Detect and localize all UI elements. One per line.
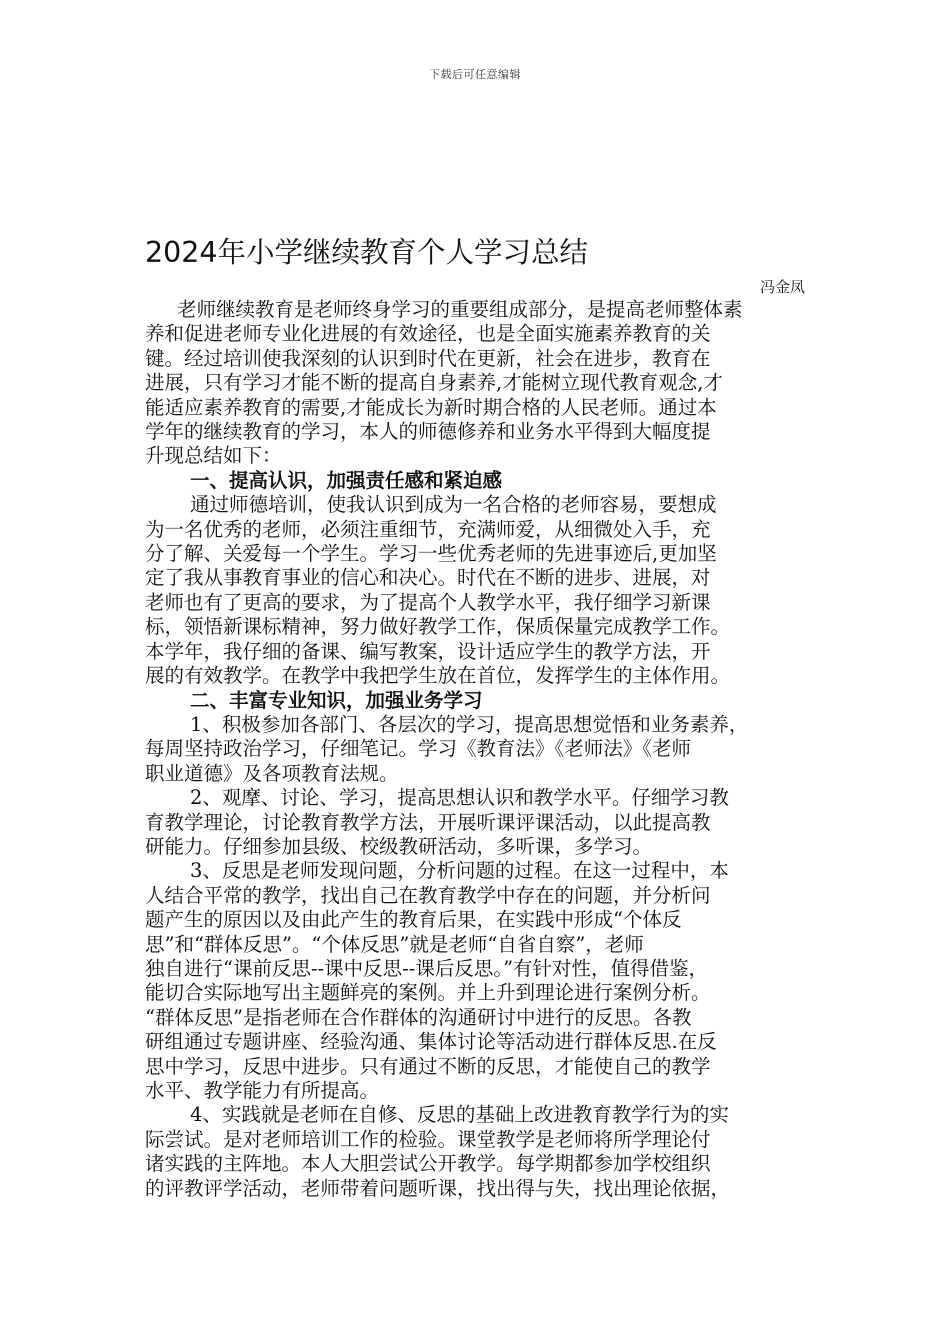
- paragraph-line: 职业道德》及各项教育法规。: [145, 761, 399, 785]
- paragraph-line: 老师也有了更高的要求，为了提高个人教学水平，我仔细学习新课: [145, 590, 711, 614]
- paragraph-line: 进展，只有学习才能不断的提高自身素养,才能树立现代教育观念,才: [145, 371, 723, 395]
- paragraph-line: 标，领悟新课标精神，努力做好教学工作，保质保量完成教学工作。: [145, 615, 731, 639]
- section-heading: 二、丰富专业知识，加强业务学习: [190, 688, 483, 712]
- paragraph-line: 研组通过专题讲座、经验沟通、集体讨论等活动进行群体反思.在反: [145, 1030, 717, 1054]
- paragraph-line: 3、反思是老师发现问题，分析问题的过程。在这一过程中，本: [190, 859, 729, 883]
- paragraph-line: 2、观摩、讨论、学习，提高思想认识和教学水平。仔细学习教: [190, 786, 729, 810]
- paragraph-line: 为一名优秀的老师，必须注重细节，充满师爱，从细微处入手，充: [145, 517, 711, 541]
- paragraph-line: 键。经过培训使我深刻的认识到时代在更新，社会在进步，教育在: [145, 346, 711, 370]
- paragraph-line: 定了我从事教育事业的信心和决心。时代在不断的进步、进展，对: [145, 566, 711, 590]
- author-name: 冯金凤: [759, 278, 805, 296]
- paragraph-line: 思中学习，反思中进步。只有通过不断的反思，才能使自己的教学: [145, 1054, 711, 1078]
- paragraph-line: 诸实践的主阵地。本人大胆尝试公开教学。每学期都参加学校组织: [145, 1152, 711, 1176]
- section-heading: 一、提高认识，加强责任感和紧迫感: [190, 468, 503, 492]
- paragraph-line: 能适应素养教育的需要,才能成长为新时期合格的人民老师。通过本: [145, 395, 717, 419]
- document-body: [145, 298, 815, 1201]
- paragraph-line: 通过师德培训，使我认识到成为一名合格的老师容易，要想成: [190, 493, 717, 517]
- paragraph-line: 人结合平常的教学，找出自己在教育教学中存在的问题，并分析问: [145, 883, 711, 907]
- header-note: 下载后可任意编辑: [429, 68, 521, 81]
- paragraph-line: 育教学理论，讨论教育教学方法，开展听课评课活动，以此提高教: [145, 810, 711, 834]
- paragraph-line: 学年的继续教育的学习，本人的师德修养和业务水平得到大幅度提: [145, 420, 711, 444]
- paragraph-line: 题产生的原因以及由此产生的教育后果，在实践中形成“个体反: [145, 908, 682, 932]
- paragraph-line: 养和促进老师专业化进展的有效途径，也是全面实施素养教育的关: [145, 322, 711, 346]
- paragraph-line: 能切合实际地写出主题鲜亮的案例。并上升到理论进行案例分析。: [145, 981, 711, 1005]
- paragraph-line: 际尝试。是对老师培训工作的检验。课堂教学是老师将所学理论付: [145, 1127, 711, 1151]
- paragraph-line: 1、积极参加各部门、各层次的学习，提高思想觉悟和业务素养，: [190, 712, 749, 736]
- paragraph-line: 本学年，我仔细的备课、编写教案，设计适应学生的教学方法，开: [145, 639, 711, 663]
- paragraph-line: 展的有效教学。在教学中我把学生放在首位，发挥学生的主体作用。: [145, 664, 731, 688]
- paragraph-line: 每周坚持政治学习，仔细笔记。学习《教育法》《老师法》《老师: [145, 737, 692, 761]
- paragraph-line: 水平、教学能力有所提高。: [145, 1079, 380, 1102]
- paragraph-line: 独自进行“课前反思--课中反思--课后反思。”有针对性，值得借鉴，: [145, 956, 709, 980]
- paragraph-line: 分了解、关爱每一个学生。学习一些优秀老师的先进事迹后,更加坚: [145, 542, 717, 566]
- paragraph-line: 老师继续教育是老师终身学习的重要组成部分，是提高老师整体素: [177, 298, 743, 321]
- paragraph-line: 思”和“群体反思”。“个体反思”就是老师“自省自察”，老师: [145, 932, 644, 956]
- paragraph-line: “群体反思”是指老师在合作群体的沟通研讨中进行的反思。各教: [145, 1005, 692, 1029]
- paragraph-line: 4、实践就是老师在自修、反思的基础上改进教育教学行为的实: [190, 1103, 729, 1127]
- document-title: 2024年小学继续教育个人学习总结: [145, 236, 589, 269]
- paragraph-line: 升现总结如下：: [145, 444, 282, 468]
- paragraph-line: 研能力。仔细参加县级、校级教研活动，多听课，多学习。: [145, 834, 653, 858]
- paragraph-line: 的评教评学活动，老师带着问题听课，找出得与失，找出理论依据，: [145, 1176, 731, 1200]
